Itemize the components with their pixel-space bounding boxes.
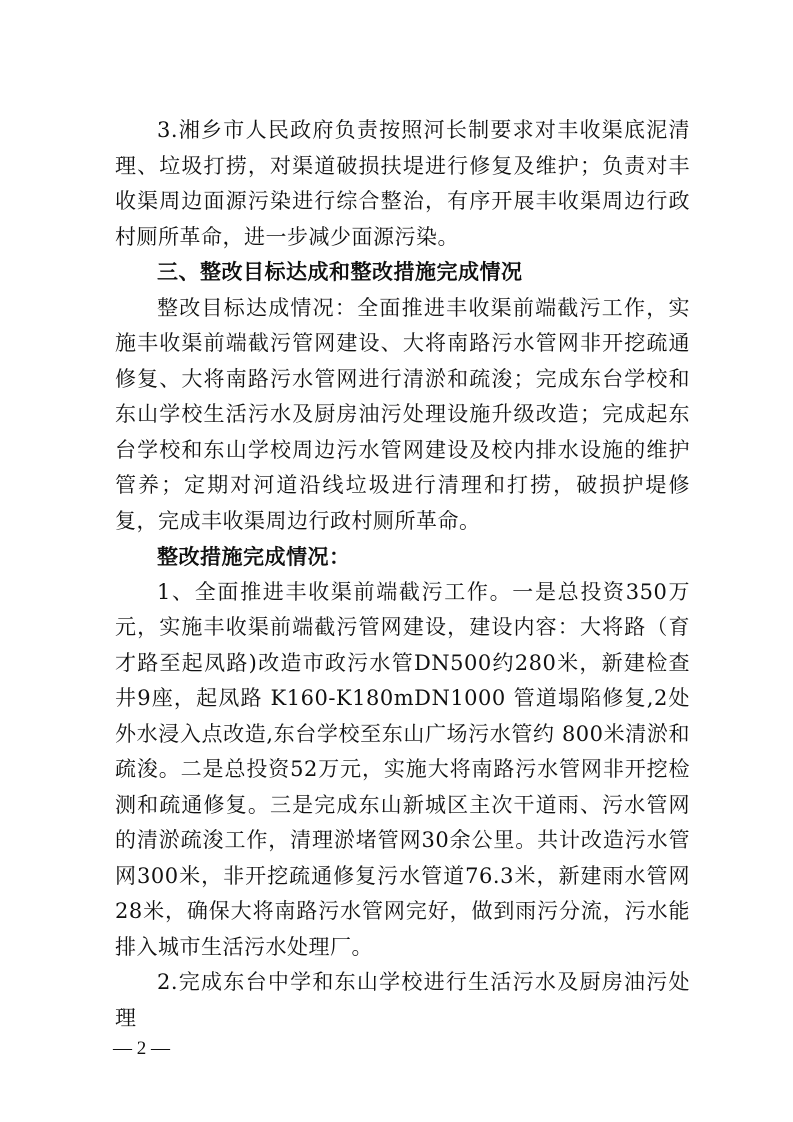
paragraph-measure-2: 2.完成东台中学和东山学校进行生活污水及厨房油污处理 (115, 970, 690, 1030)
paragraph-responsibility: 3.湘乡市人民政府负责按照河长制要求对丰收渠底泥清理、垃圾打捞，对渠道破损扶堤进行修复及维护；负责对丰收渠周边面源污染进行综合整治，有序开展丰收渠周边行政村厕所革命，进一步减少面源污染。 (115, 118, 690, 249)
document-body (115, 113, 690, 1036)
paragraph-measure-1: 1、全面推进丰收渠前端截污工作。一是总投资350万元，实施丰收渠前端截污管网建设，建设内容：大将路（育才路至起凤路)改造市政污水管DN500约280米，新建检查井9座，起凤路 K160-K180mDN1000 管道塌陷修复,2处外水浸入点改造,东台学校至东山广场污水管约 800米清淤和疏浚。二是总投资52万元，实施大将南路污水管网非开挖检测和疏通修复。三是完成东山新城区主次干道雨、污水管网的清淤疏浚工作，清理淤堵管网30余公里。共计改造污水管网300米，非开挖疏通修复污水管道76.3米，新建雨水管网28米，确保大将南路污水管网完好，做到雨污分流，污水能排入城市生活污水处理厂。 (115, 579, 690, 959)
paragraph-targets: 整改目标达成情况：全面推进丰收渠前端截污工作，实施丰收渠前端截污管网建设、大将南路污水管网非开挖疏通修复、大将南路污水管网进行清淤和疏浚；完成东台学校和东山学校生活污水及厨房油污处理设施升级改造；完成起东台学校和东山学校周边污水管网建设及校内排水设施的维护管养；定期对河道沿线垃圾进行清理和打捞，破损护堤修复，完成丰收渠周边行政村厕所革命。 (115, 295, 690, 533)
subheading-measures: 整改措施完成情况： (157, 544, 351, 569)
section-heading: 三、整改目标达成和整改措施完成情况 (157, 260, 523, 284)
page-number: — 2 — (113, 1038, 170, 1059)
